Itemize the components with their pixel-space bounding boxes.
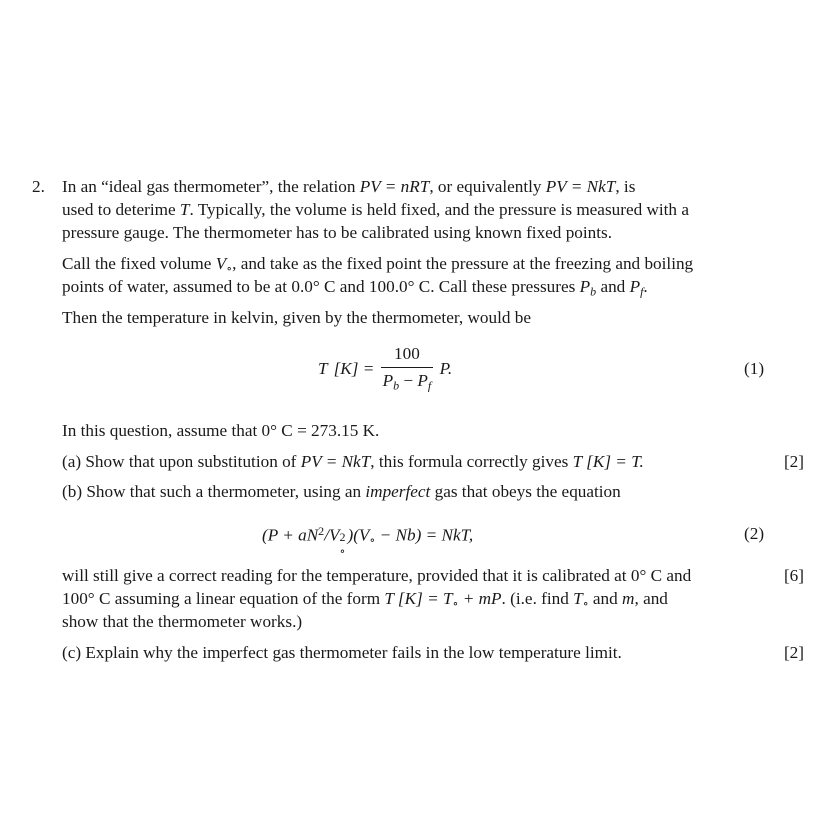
para3: Then the temperature in kelvin, given by the thermometer, would be	[62, 308, 531, 327]
math-T: T	[179, 200, 190, 219]
math-sub-naught: ∘	[226, 261, 233, 276]
math-part: (P + aN	[262, 525, 319, 545]
part-c-marks: [2]	[783, 643, 804, 662]
text: Call the fixed volume	[62, 254, 212, 273]
math-ideal-gas-law-nRT: PV = nRT	[359, 177, 430, 196]
text: and	[600, 277, 626, 296]
text: (a) Show that upon substitution of	[62, 452, 297, 471]
math-V: V	[215, 254, 227, 273]
math-T-K-equals-T0: T [K] = T	[384, 589, 453, 608]
text: , this formula correctly gives	[370, 452, 569, 471]
text: points of water, assumed to be at 0.0° C and 100.0° C. Call these pressures	[62, 277, 576, 296]
math-P: P	[629, 277, 641, 296]
para2-line-1	[62, 255, 693, 275]
fraction-denominator	[381, 368, 434, 394]
intro-line-1	[62, 178, 635, 195]
part-b-intro	[62, 483, 621, 500]
part-c: (c) Explain why the imperfect gas thermometer fails in the low temperature limit.	[62, 643, 622, 662]
fraction	[381, 344, 434, 394]
equation-1-label: (1)	[744, 359, 765, 378]
math-P: P	[382, 371, 394, 390]
math-sup-2: 2	[318, 524, 325, 538]
equation-2	[262, 524, 474, 559]
math-sub-naught: ∘	[339, 544, 346, 559]
assumption: In this question, assume that 0° C = 273.15 K.	[62, 421, 380, 440]
math-minus: −	[403, 371, 414, 390]
math-sub-f: f	[640, 284, 644, 299]
text: .	[643, 277, 648, 296]
math-sub-b: b	[393, 378, 400, 393]
text: , and take as the fixed point the pressure at the freezing and boiling	[232, 254, 694, 273]
math-T-K-equals-T: T [K] = T.	[572, 452, 644, 471]
math-part: − Nb) = NkT,	[375, 525, 474, 545]
math-ideal-gas-law-NkT: PV = NkT	[545, 177, 616, 196]
text: 100° C assuming a linear equation of the form	[62, 589, 381, 608]
math-P: P	[579, 277, 591, 296]
emphasis-imperfect: imperfect	[365, 482, 431, 501]
text: In an “ideal gas thermometer”, the relation	[62, 177, 356, 196]
part-b-marks: [6]	[783, 566, 804, 585]
intro-line-3: pressure gauge. The thermometer has to be calibrated using known fixed points.	[62, 223, 613, 242]
fraction-numerator: 100	[381, 344, 434, 368]
part-b-line-1: will still give a correct reading for the temperature, provided that it is calibrated at 0° C and	[62, 566, 692, 585]
text: used to deterime	[62, 200, 176, 219]
math-PV-NkT: PV = NkT	[300, 452, 371, 471]
text: (b) Show that such a thermometer, using an	[62, 482, 362, 501]
text: and	[592, 589, 618, 608]
math-sub-naught: ∘	[452, 596, 459, 611]
part-b-line-2	[62, 590, 668, 610]
part-a	[62, 453, 644, 470]
math-m: m	[622, 589, 635, 608]
math-sub-b: b	[590, 284, 597, 299]
part-a-marks: [2]	[783, 452, 804, 471]
text: . Typically, the volume is held fixed, and the pressure is measured with a	[189, 200, 689, 219]
math-T: T	[318, 358, 328, 378]
text: . (i.e. find	[501, 589, 569, 608]
intro-line-2	[62, 201, 689, 218]
equation-2-label: (2)	[744, 524, 765, 543]
text: , and	[634, 589, 668, 608]
equation-1-rhs: P.	[439, 358, 453, 378]
math-sub-naught: ∘	[369, 533, 376, 548]
equation-1	[318, 344, 452, 394]
math-plus-mP: + mP	[462, 589, 502, 608]
math-P: P	[417, 371, 428, 390]
question-number: 2.	[32, 177, 45, 196]
equation-1-lhs	[318, 359, 374, 379]
math-kelvin-bracket: [K] =	[333, 358, 375, 378]
para2-line-2	[62, 278, 648, 298]
part-b-line-3: show that the thermometer works.)	[62, 612, 303, 631]
text: gas that obeys the equation	[434, 482, 621, 501]
math-T: T	[573, 589, 583, 608]
math-sup-2: 2	[339, 530, 346, 545]
text: , or equivalently	[429, 177, 542, 196]
text: , is	[615, 177, 636, 196]
math-sub-f: f	[427, 378, 432, 393]
math-part: )(V	[347, 525, 370, 545]
math-part: /V	[324, 525, 340, 545]
math-sub-naught: ∘	[582, 596, 589, 611]
